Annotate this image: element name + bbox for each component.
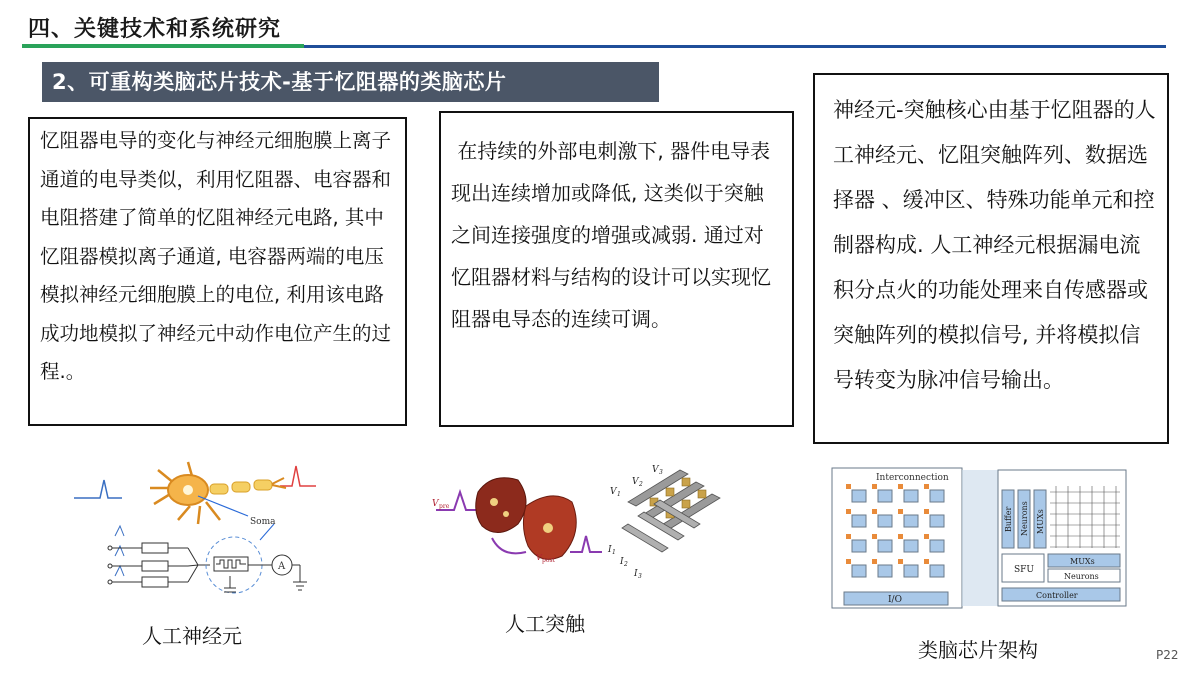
core-block	[852, 540, 866, 552]
section-title: 2、可重构类脑芯片技术-基于忆阻器的类脑芯片	[42, 62, 659, 102]
core-block	[852, 565, 866, 577]
router-node	[924, 534, 929, 539]
core-block	[878, 490, 892, 502]
i3-label: I	[634, 569, 638, 579]
vpre-sub: pre	[439, 503, 450, 510]
i2-sub: 2	[624, 561, 628, 568]
router-node	[898, 559, 903, 564]
output-spike-icon	[280, 466, 316, 486]
muxs-vertical-label: MUXs	[1036, 509, 1045, 534]
router-node	[846, 484, 851, 489]
core-block	[904, 515, 918, 527]
i1-label: I	[608, 545, 612, 555]
interconnection-label: Interconnection	[876, 473, 949, 483]
core-block	[878, 540, 892, 552]
core-block	[930, 565, 944, 577]
artificial-neuron-figure	[70, 458, 320, 603]
page-title: 四、关键技术和系统研究	[28, 17, 282, 42]
router-node	[846, 559, 851, 564]
text-box-chip	[813, 73, 1169, 444]
text-box-synapse	[439, 111, 794, 427]
presynaptic-shape	[476, 478, 526, 533]
text-box-neuron	[28, 117, 407, 426]
chip-architecture-figure	[830, 466, 1130, 612]
ammeter-label: A	[278, 561, 286, 572]
router-node	[846, 509, 851, 514]
header-divider-blue	[304, 45, 1166, 48]
page-number: P22	[1156, 648, 1179, 662]
i3-sub: 3	[638, 573, 642, 580]
router-node	[872, 484, 877, 489]
vpre-label: V	[432, 499, 439, 509]
caption-chip-architecture: 类脑芯片架构	[918, 638, 1038, 662]
input-spike-icon	[74, 480, 122, 498]
i2-label: I	[620, 557, 624, 567]
v2-sub: 2	[639, 481, 643, 488]
controller-label: Controller	[1036, 591, 1078, 600]
i1-sub: 1	[612, 549, 616, 556]
core-block	[852, 490, 866, 502]
router-node	[898, 534, 903, 539]
caption-artificial-synapse: 人工突触	[505, 612, 585, 636]
neurons-vertical-label: Neurons	[1020, 501, 1029, 536]
core-block	[904, 490, 918, 502]
router-node	[872, 559, 877, 564]
v3-label: V	[652, 465, 659, 475]
axon	[210, 478, 286, 494]
soma-label: Soma	[250, 517, 276, 527]
router-node	[924, 509, 929, 514]
text-box-neuron-body: 忆阻器电导的变化与神经元细胞膜上离子通道的电导类似，利用忆阻器、电容器和电阻搭建了简单的忆阻神经元电路, 其中忆阻器模拟离子通道, 电容器两端的电压模拟神经元细胞膜上的电位, 利用该电路成功地模拟了神经元中动作电位产生的过程.。	[40, 129, 392, 383]
neurons-label: Neurons	[1064, 572, 1099, 581]
router-node	[898, 484, 903, 489]
core-block	[904, 540, 918, 552]
text-box-chip-body: 神经元-突触核心由基于忆阻器的人工神经元、忆阻突触阵列、数据选择器 、缓冲区、特殊功能单元和控制器构成. 人工神经元根据漏电流积分点火的功能处理来自传感器或突触阵列的模拟信号, 并将模拟信号转变为脉冲信号输出。	[833, 98, 1156, 392]
router-node	[924, 484, 929, 489]
router-node	[898, 509, 903, 514]
core-block	[878, 565, 892, 577]
caption-artificial-neuron: 人工神经元	[142, 624, 242, 648]
io-label: I/O	[888, 595, 902, 605]
vpost-label: V	[536, 553, 542, 562]
router-node	[872, 509, 877, 514]
header-divider-green	[22, 44, 304, 48]
v1-label: V	[610, 487, 617, 497]
core-block	[930, 515, 944, 527]
neuron-circuit	[108, 524, 307, 593]
muxs-label: MUXs	[1070, 557, 1095, 566]
sfu-label: SFU	[1014, 565, 1034, 575]
v1-sub: 1	[617, 491, 621, 498]
artificial-synapse-figure	[432, 462, 732, 587]
router-node	[924, 559, 929, 564]
core-block	[852, 515, 866, 527]
core-block	[878, 515, 892, 527]
v3-sub: 3	[659, 469, 663, 476]
v2-label: V	[632, 477, 639, 487]
vpost-sub: post	[542, 557, 555, 564]
buffer-label: Buffer	[1004, 506, 1013, 532]
text-box-synapse-body: 在持续的外部电刺激下, 器件电导表现出连续增加或降低, 这类似于突触之间连接强度的增强或减弱. 通过对忆阻器材料与结构的设计可以实现忆阻器电导态的连续可调。	[451, 139, 771, 331]
core-block	[904, 565, 918, 577]
router-node	[872, 534, 877, 539]
router-node	[846, 534, 851, 539]
core-block	[930, 490, 944, 502]
core-block	[930, 540, 944, 552]
